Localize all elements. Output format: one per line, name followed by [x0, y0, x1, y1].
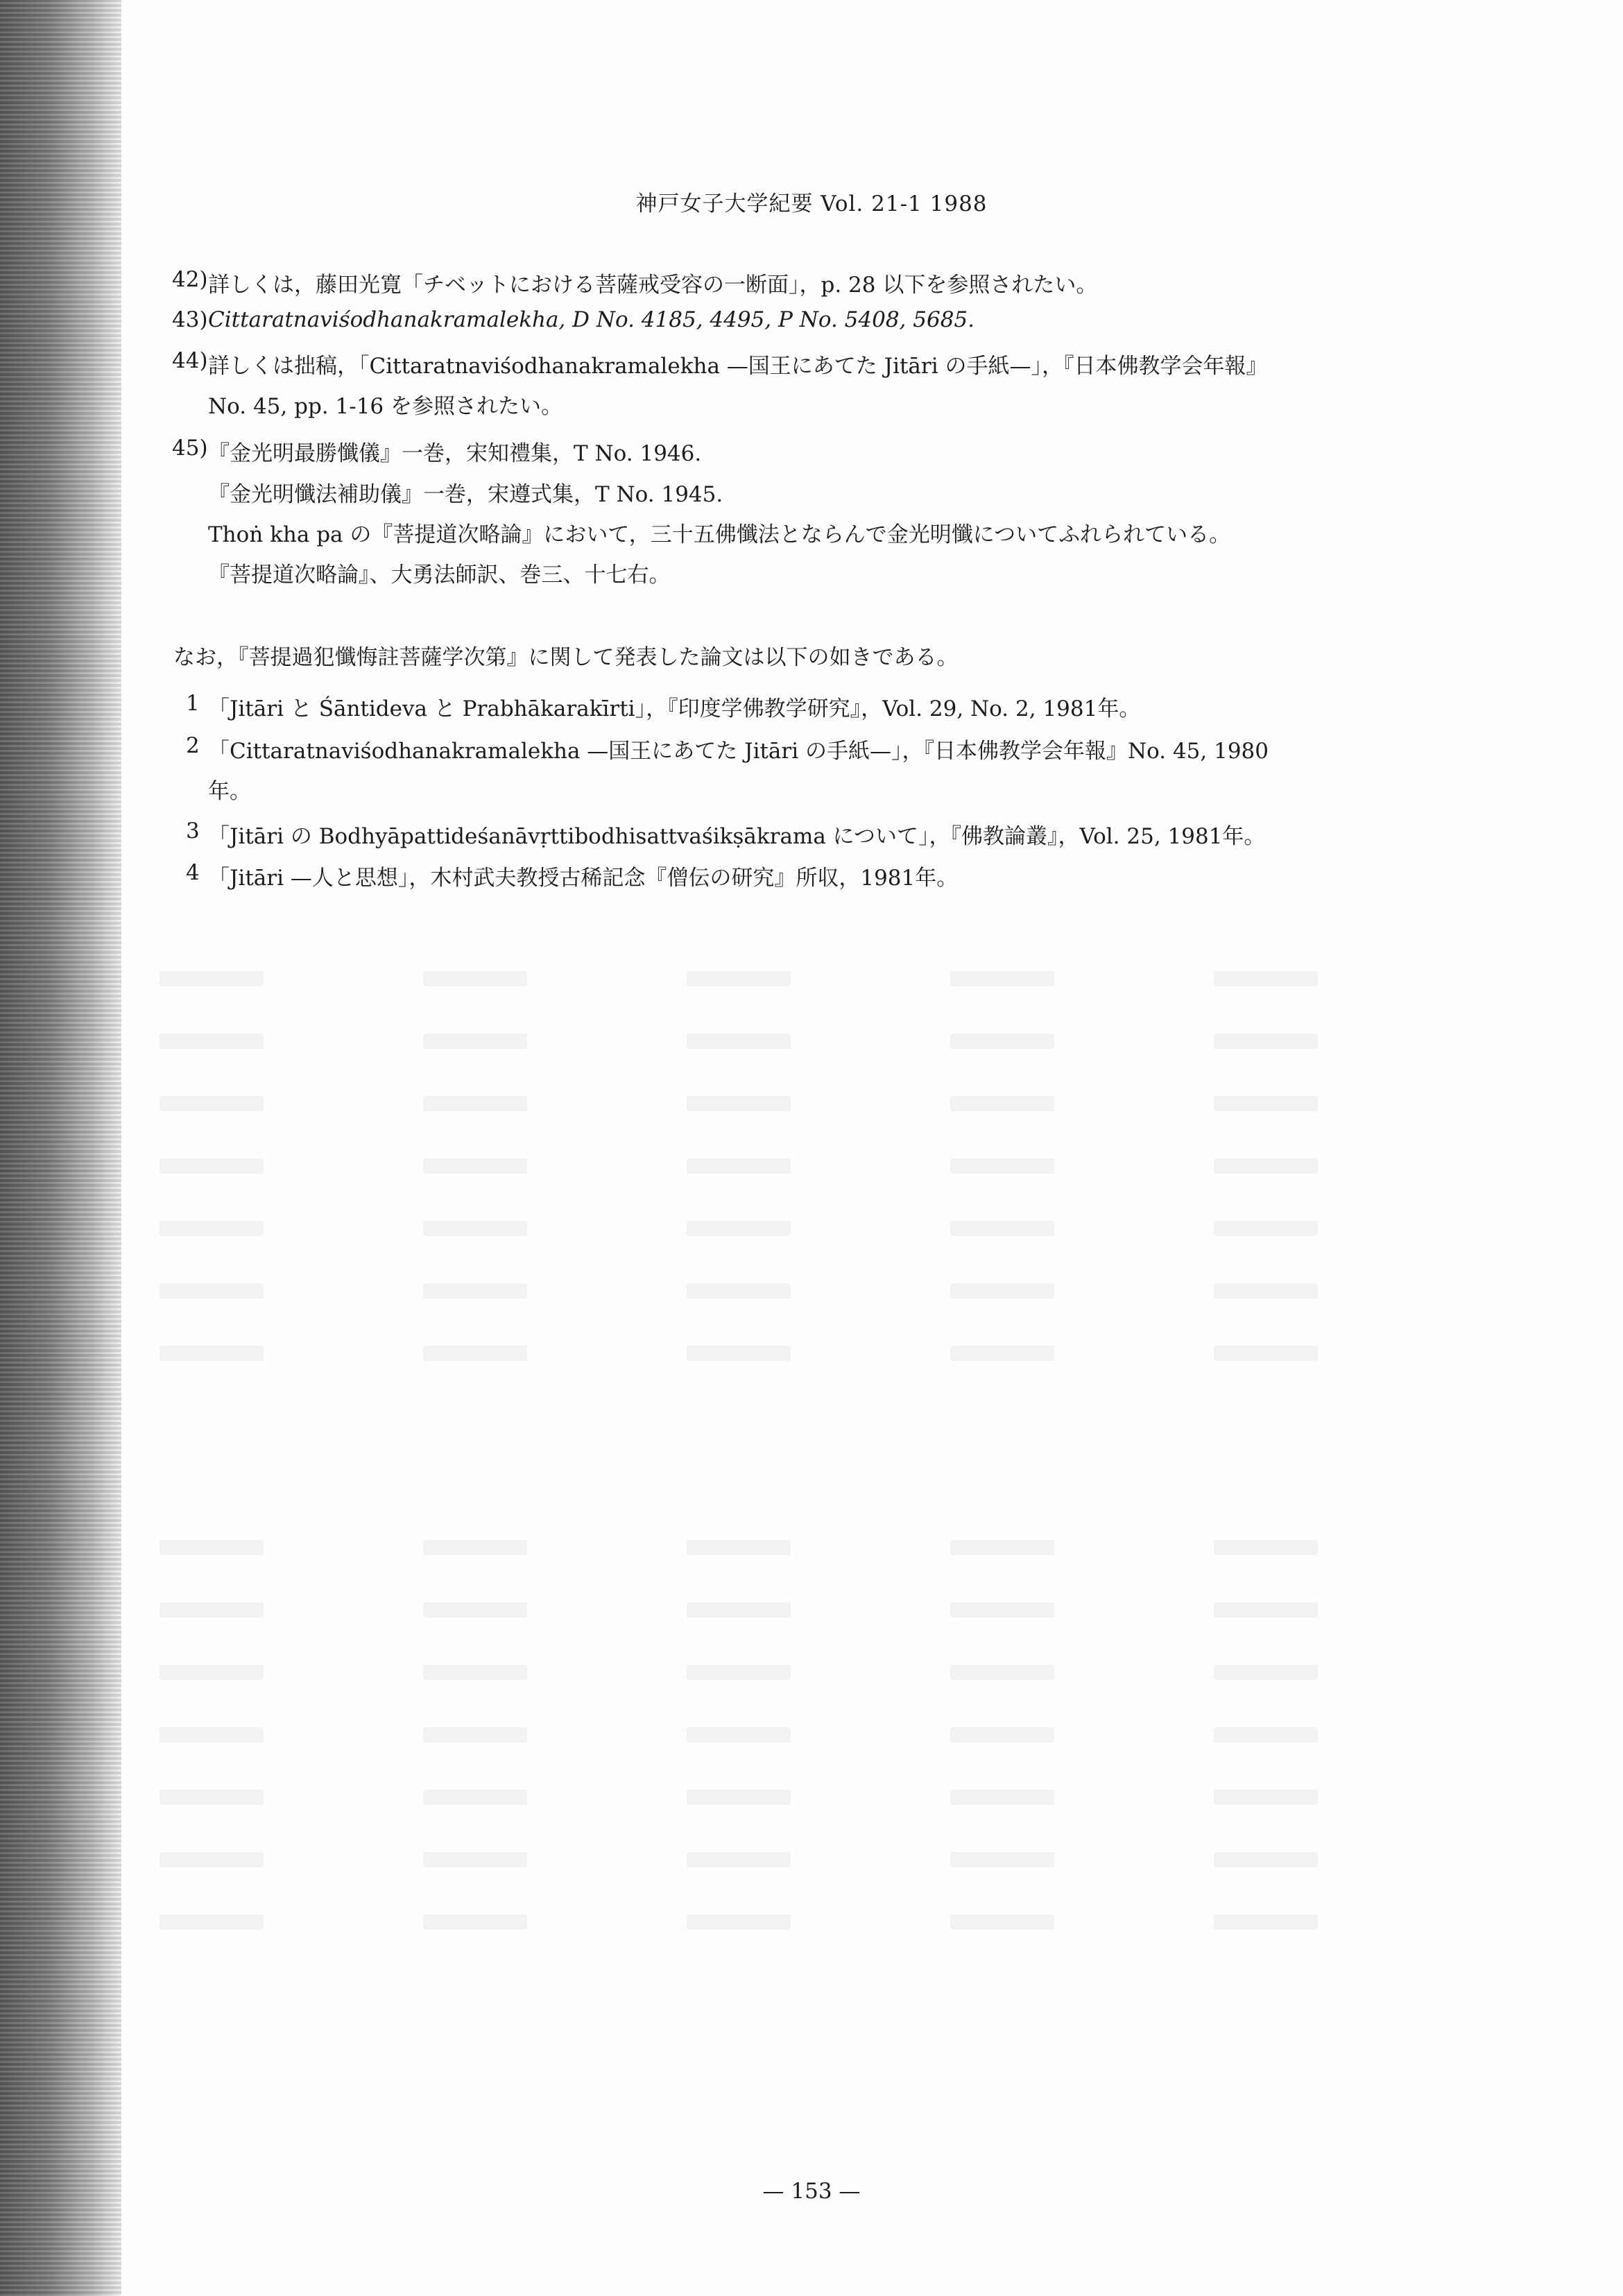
- note-number: 42): [172, 267, 208, 292]
- paper-number: 1: [186, 691, 200, 716]
- paper-list-intro: なお，『菩提過犯懺悔註菩薩学次第』に関して発表した論文は以下の如きである。: [173, 645, 959, 670]
- paper-citation: 「Jitāri と Śāntideva と Prabhākarakīrti」，『印度学佛教学研究』，Vol. 29, No. 2, 1981年。: [208, 696, 1141, 721]
- note-text: 『金光明最勝懺儀』一巻，宋知禮集，T No. 1946.: [208, 441, 702, 466]
- note-text: Cittaratnaviśodhanakramalekha, D No. 4185, 4495, P No. 5408, 5685.: [208, 307, 975, 332]
- note-number: 45): [172, 436, 208, 461]
- journal-header: 神戸女子大学紀要 Vol. 21-1 1988: [635, 191, 988, 216]
- page-number: — 153 —: [762, 2179, 861, 2204]
- note-number: 44): [172, 348, 208, 373]
- note-number: 43): [172, 307, 208, 332]
- paper-citation: 「Jitāri —人と思想」，木村武夫教授古稀記念『僧伝の研究』所収，1981年。: [208, 866, 959, 891]
- note-text: Thoṅ kha pa の『菩提道次略論』において，三十五佛懺法とならんで金光明懺についてふれられている。: [208, 522, 1231, 547]
- note-text: 『金光明懺法補助儀』一巻，宋遵式集，T No. 1945.: [208, 482, 723, 507]
- paper-number: 2: [186, 733, 200, 758]
- show-through-texture: [160, 902, 1477, 1956]
- paper-citation: 年。: [208, 779, 251, 804]
- note-text: 詳しくは拙稿，「Cittaratnaviśodhanakramalekha —国王にあてた Jitāri の手紙—」，『日本佛教学会年報』: [208, 354, 1268, 379]
- paper-number: 4: [186, 860, 200, 885]
- note-text: 詳しくは，藤田光寛「チベットにおける菩薩戒受容の一断面」，p. 28 以下を参照されたい。: [208, 273, 1098, 298]
- paper-number: 3: [186, 819, 200, 843]
- note-text: 『菩提道次略論』、大勇法師訳、巻三、十七右。: [208, 563, 671, 588]
- paper-citation: 「Cittaratnaviśodhanakramalekha —国王にあてた Jitāri の手紙—」，『日本佛教学会年報』No. 45, 1980: [208, 739, 1269, 764]
- paper-citation: 「Jitāri の Bodhyāpattideśanāvṛttibodhisattvaśikṣākrama について」，『佛教論叢』，Vol. 25, 1981年。: [208, 824, 1266, 849]
- note-text: No. 45, pp. 1-16 を参照されたい。: [208, 394, 563, 419]
- scan-binding-edge: [0, 0, 121, 2296]
